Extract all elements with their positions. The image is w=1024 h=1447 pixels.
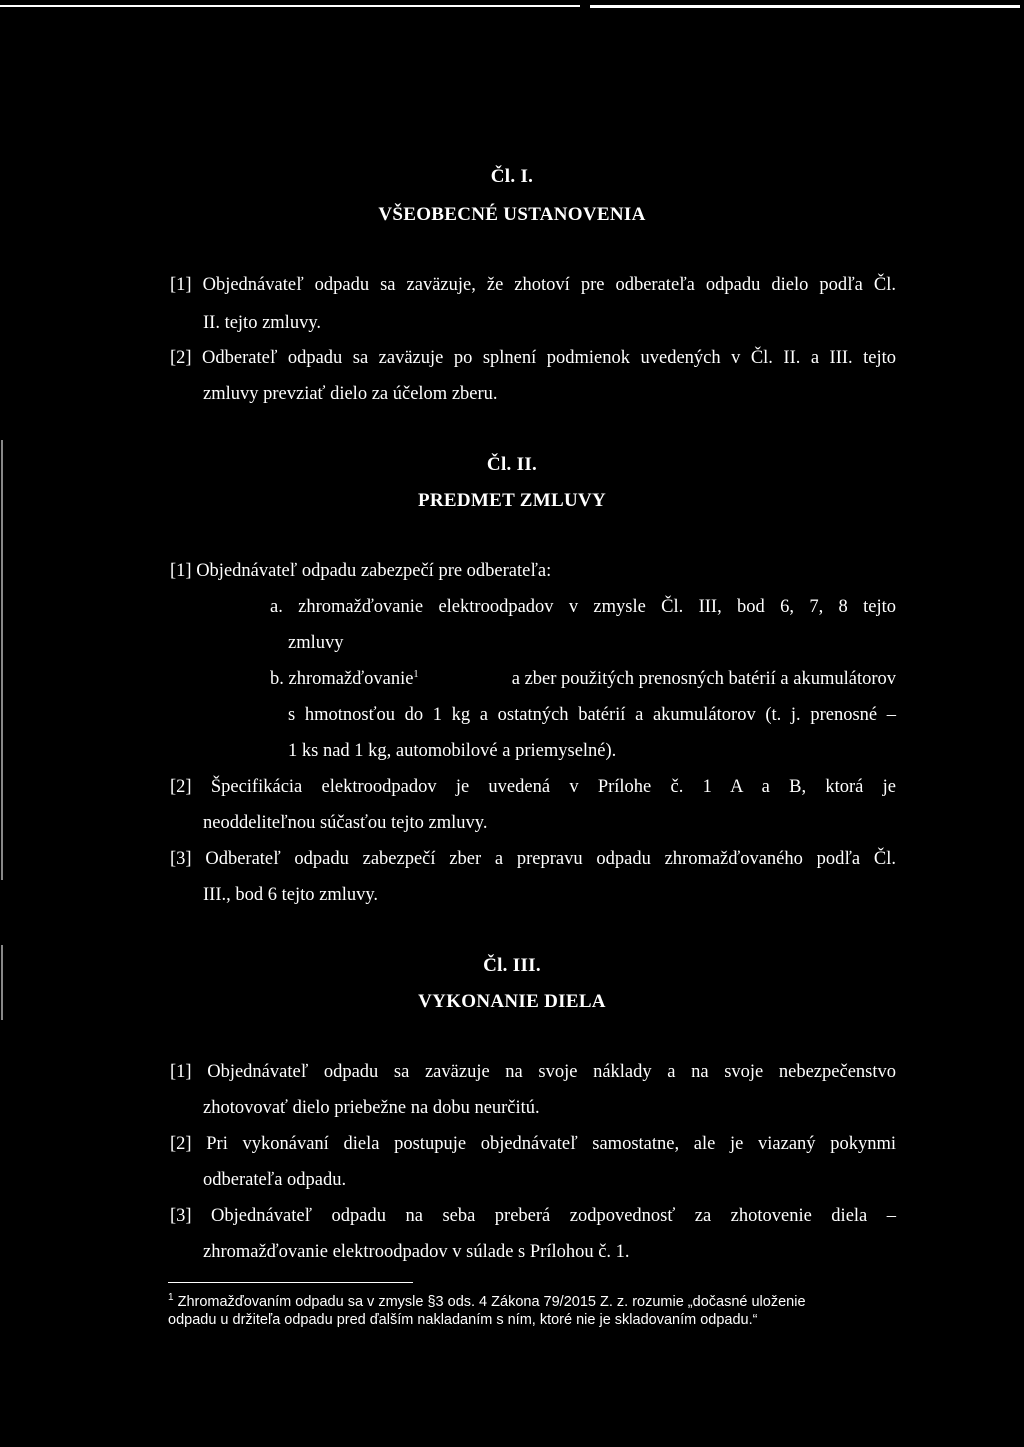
footnote-separator [168, 1282, 413, 1283]
article-1-number: Čl. I. [490, 166, 534, 187]
art2-item-a-line2: zmluvy [288, 633, 344, 653]
art1-para2-line1: [2] Odberateľ odpadu sa zaväzuje po splnení podmienok uvedených v Čl. II. a III. tejto [170, 348, 896, 368]
art2-para3-line2: III., bod 6 tejto zmluvy. [203, 885, 379, 905]
article-1-title: VŠEOBECNÉ USTANOVENIA [378, 204, 646, 225]
article-3-title: VYKONANIE DIELA [418, 991, 606, 1012]
art2-item-b-line2: s hmotnosťou do 1 kg a ostatných batérií a akumulátorov (t. j. prenosné – [288, 705, 896, 725]
item-b-lead: b. zhromažďovanie [270, 669, 414, 689]
art1-para2-line2: zmluvy prevziať dielo za účelom zberu. [203, 384, 498, 404]
article-2-title: PREDMET ZMLUVY [417, 490, 607, 511]
article-3-number: Čl. III. [483, 955, 541, 976]
art1-para1-line1: [1] Objednávateľ odpadu sa zaväzuje, že zhotoví pre odberateľa odpadu dielo podľa Čl. [170, 275, 896, 295]
art2-para2-line1: [2] Špecifikácia elektroodpadov je uvedená v Prílohe č. 1 A a B, ktorá je [170, 777, 896, 797]
item-b-rest: a zber použitých prenosných batérií a akumulátorov [511, 669, 896, 689]
article-2-number: Čl. II. [486, 454, 538, 475]
footnote-ref: 1 [413, 668, 419, 680]
art3-para3-line1: [3] Objednávateľ odpadu na seba preberá zodpovednosť za zhotovenie diela – [170, 1206, 896, 1226]
art3-para1-line1: [1] Objednávateľ odpadu sa zaväzuje na svoje náklady a na svoje nebezpečenstvo [170, 1062, 896, 1082]
footnote-line2: odpadu u držiteľa odpadu pred ďalším nakladaním s ním, ktoré nie je skladovaním odpadu.“ [168, 1312, 758, 1328]
art2-para2-line2: neoddeliteľnou súčasťou tejto zmluvy. [203, 813, 488, 833]
art2-item-b-line3: 1 ks nad 1 kg, automobilové a priemyselné). [288, 741, 617, 761]
footnote-line1 [168, 1294, 900, 1310]
art3-para3-line2: zhromažďovanie elektroodpadov v súlade s Prílohou č. 1. [203, 1242, 630, 1262]
top-border-line-right [590, 5, 1020, 8]
art2-item-b-line1 [270, 669, 896, 690]
footnote-mark: 1 [168, 1292, 174, 1304]
art3-para2-line1: [2] Pri vykonávaní diela postupuje objednávateľ samostatne, ale je viazaný pokynmi [170, 1134, 896, 1154]
top-border-line [0, 5, 580, 7]
art3-para2-line2: odberateľa odpadu. [203, 1170, 347, 1190]
art1-para1-line2: II. tejto zmluvy. [203, 313, 321, 333]
art2-item-a-line1: a. zhromažďovanie elektroodpadov v zmysle Čl. III, bod 6, 7, 8 tejto [270, 597, 896, 617]
art3-para1-line2: zhotovovať dielo priebežne na dobu neurčitú. [203, 1098, 540, 1118]
art2-para1: [1] Objednávateľ odpadu zabezpečí pre odberateľa: [170, 561, 552, 581]
art2-para3-line1: [3] Odberateľ odpadu zabezpečí zber a prepravu odpadu zhromažďovaného podľa Čl. [170, 849, 896, 869]
footnote-text-1: Zhromažďovaním odpadu sa v zmysle §3 ods. 4 Zákona 79/2015 Z. z. rozumie „dočasné uloženie [173, 1294, 806, 1310]
